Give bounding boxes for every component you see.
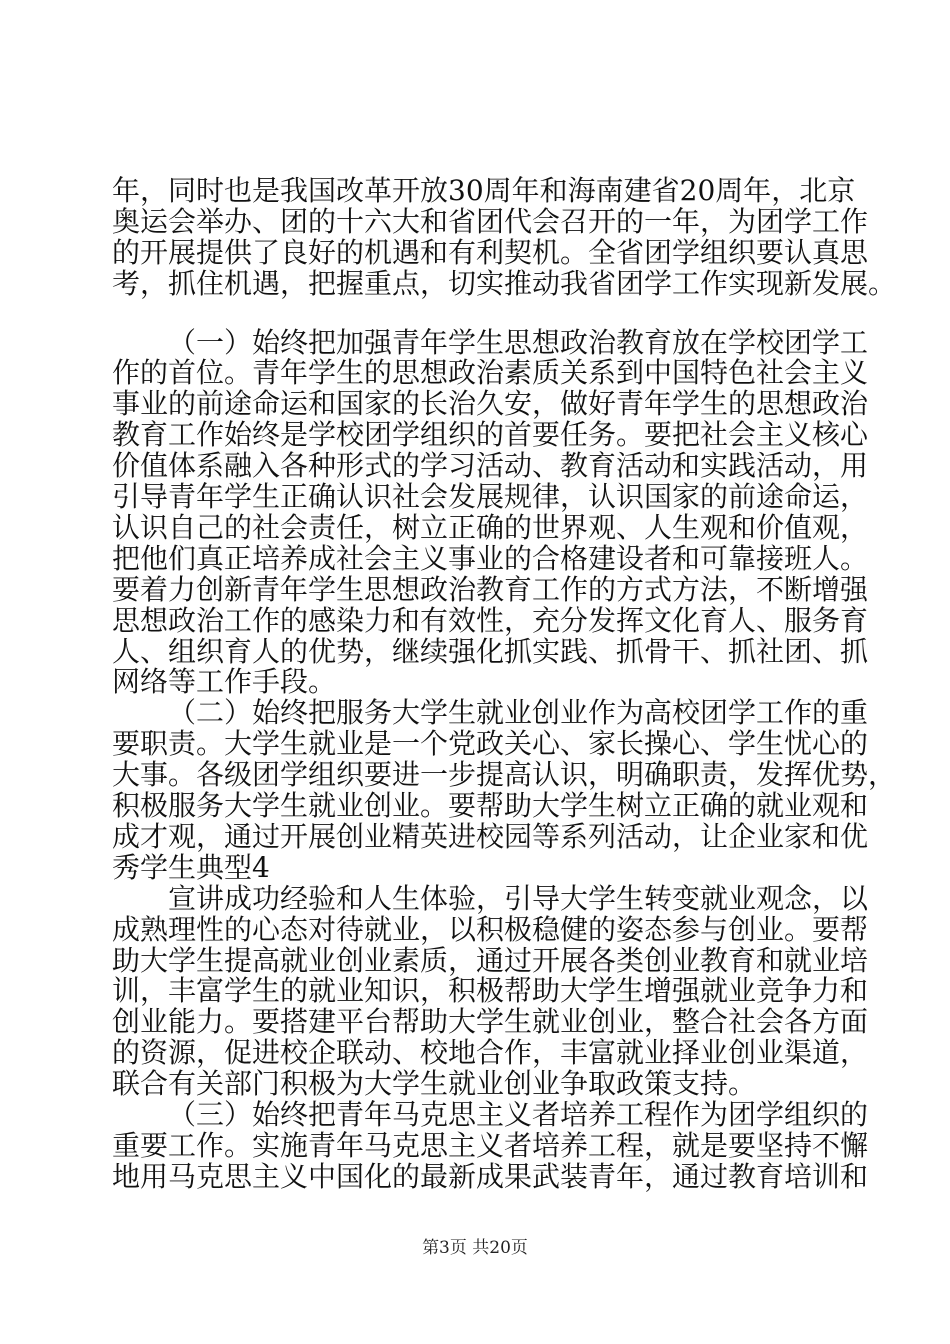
text-line: 教育工作始终是学校团学组织的首要任务。要把社会主义核心 — [112, 418, 869, 451]
text-line: 认识自己的社会责任，树立正确的世界观、人生观和价值观， — [112, 511, 869, 544]
text-line: 创业能力。要搭建平台帮助大学生就业创业，整合社会各方面 — [112, 1005, 869, 1038]
text-line: 重要工作。实施青年马克思主义者培养工程，就是要坚持不懈 — [112, 1129, 869, 1162]
text-line: 宣讲成功经验和人生体验，引导大学生转变就业观念，以 — [168, 882, 869, 915]
text-line: 助大学生提高就业创业素质，通过开展各类创业教育和就业培 — [112, 944, 869, 977]
text-line: 引导青年学生正确认识社会发展规律，认识国家的前途命运， — [112, 480, 869, 513]
text-line: 积极服务大学生就业创业。要帮助大学生树立正确的就业观和 — [112, 789, 869, 822]
text-line: 作的首位。青年学生的思想政治素质关系到中国特色社会主义 — [112, 356, 869, 389]
text-line: 的资源，促进校企联动、校地合作，丰富就业择业创业渠道， — [112, 1036, 869, 1069]
text-line: 把他们真正培养成社会主义事业的合格建设者和可靠接班人。 — [112, 542, 869, 575]
text-line: 大事。各级团学组织要进一步提高认识，明确职责，发挥优势， — [112, 758, 897, 791]
text-line: 要着力创新青年学生思想政治教育工作的方式方法，不断增强 — [112, 573, 869, 606]
text-line: 人、组织育人的优势，继续强化抓实践、抓骨干、抓社团、抓 — [112, 635, 869, 668]
text-line: 训，丰富学生的就业知识，积极帮助大学生增强就业竞争力和 — [112, 974, 869, 1007]
text-line: （三）始终把青年马克思主义者培养工程作为团学组织的 — [168, 1098, 869, 1131]
text-line: 奥运会举办、团的十六大和省团代会召开的一年，为团学工作 — [112, 205, 869, 238]
text-line: 秀学生典型4 — [112, 851, 270, 884]
text-line: 价值体系融入各种形式的学习活动、教育活动和实践活动，用 — [112, 449, 869, 482]
text-line: 成熟理性的心态对待就业，以积极稳健的姿态参与创业。要帮 — [112, 913, 869, 946]
text-line: （二）始终把服务大学生就业创业作为高校团学工作的重 — [168, 696, 869, 729]
text-line: 联合有关部门积极为大学生就业创业争取政策支持。 — [112, 1067, 757, 1100]
text-line: 的开展提供了良好的机遇和有利契机。全省团学组织要认真思 — [112, 236, 869, 269]
text-line: 事业的前途命运和国家的长治久安，做好青年学生的思想政治 — [112, 387, 869, 420]
text-line: 思想政治工作的感染力和有效性，充分发挥文化育人、服务育 — [112, 604, 869, 637]
text-line: 网络等工作手段。 — [112, 665, 337, 698]
text-line: 成才观，通过开展创业精英进校园等系列活动，让企业家和优 — [112, 820, 869, 853]
text-line: 要职责。大学生就业是一个党政关心、家长操心、学生忧心的 — [112, 727, 869, 760]
text-line: 考，抓住机遇，把握重点，切实推动我省团学工作实现新发展。 — [112, 267, 897, 300]
text-line: 年，同时也是我国改革开放30周年和海南建省20周年，北京 — [112, 174, 856, 207]
text-line: （一）始终把加强青年学生思想政治教育放在学校团学工 — [168, 326, 869, 359]
page-number-footer: 第3页 共20页 — [422, 1238, 528, 1258]
text-line: 地用马克思主义中国化的最新成果武装青年，通过教育培训和 — [112, 1160, 869, 1193]
